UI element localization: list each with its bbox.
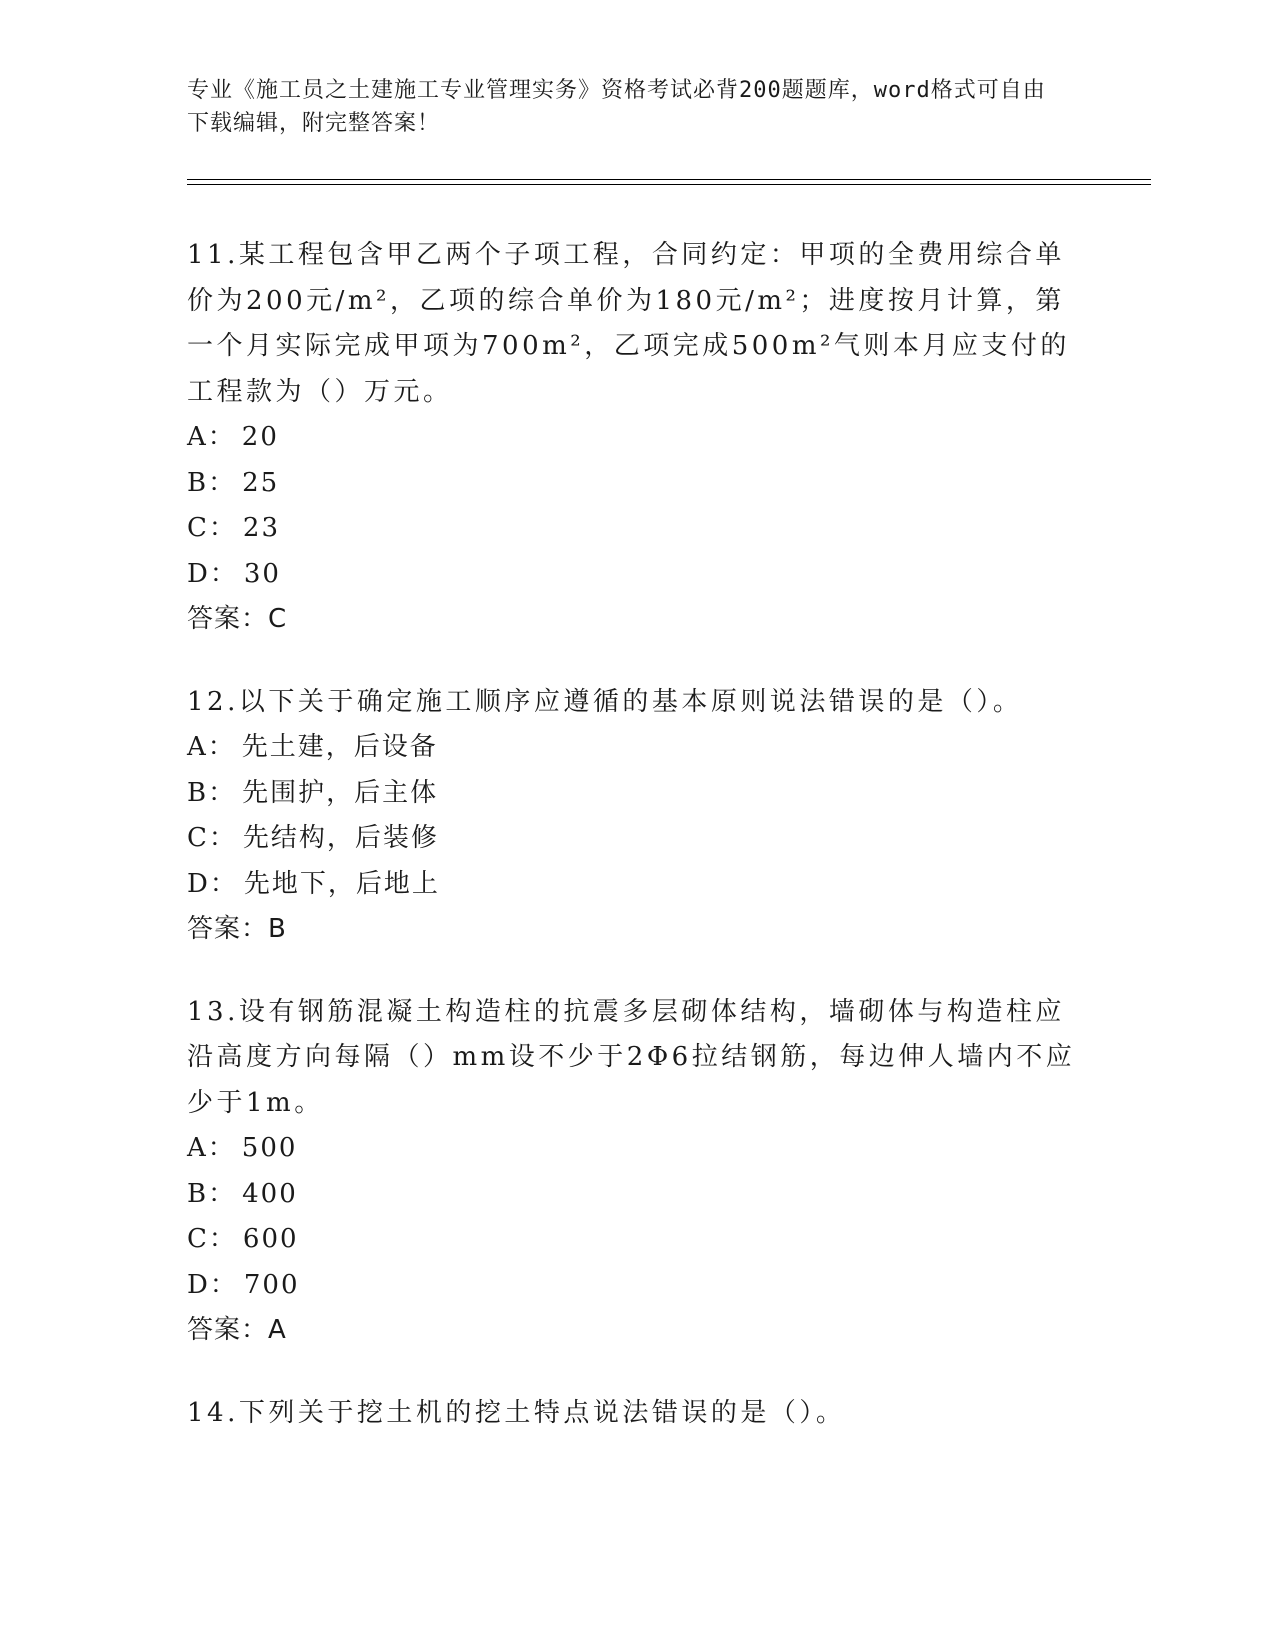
option-d — [187, 552, 1087, 598]
option-key: D — [187, 868, 210, 899]
option-key: B — [187, 467, 209, 498]
option-separator: ： — [209, 558, 238, 589]
option-text: 600 — [242, 1224, 299, 1254]
question-stem: 12.以下关于确定施工顺序应遵循的基本原则说法错误的是（）。 — [187, 686, 1023, 717]
option-key: B — [187, 777, 209, 808]
option-a — [187, 725, 1087, 771]
option-separator: ： — [207, 422, 236, 452]
option-text: 20 — [241, 422, 279, 452]
option-b — [187, 771, 1087, 817]
option-text: 先结构，后装修 — [242, 823, 439, 853]
option-separator: ： — [208, 823, 237, 853]
option-c — [187, 506, 1087, 552]
option-separator: ： — [208, 777, 237, 808]
question-11 — [187, 233, 1087, 643]
header-divider-bottom — [187, 184, 1151, 185]
option-key: D — [187, 558, 210, 589]
option-text: 400 — [242, 1178, 298, 1209]
question-stem: 11.某工程包含甲乙两个子项工程，合同约定：甲项的全费用综合单价为200元/m²，乙项的综合单价为180元/m²；进度按月计算，第一个月实际完成甲项为700m²，乙项完成500m²气则本月应支付的工程款为（）万元。 — [187, 240, 1070, 407]
option-b — [187, 461, 1087, 507]
option-text: 先土建，后设备 — [241, 732, 438, 762]
option-text: 先围护，后主体 — [242, 777, 439, 808]
option-text: 700 — [243, 1269, 300, 1300]
document-header: 专业《施工员之土建施工专业管理实务》资格考试必背200题题库，word格式可自由下载编辑，附完整答案！ — [187, 78, 1046, 136]
answer-line: 答案：C — [187, 604, 288, 634]
option-key: C — [187, 513, 209, 543]
option-key: A — [187, 422, 208, 452]
option-d — [187, 1263, 1087, 1309]
question-list — [187, 233, 1087, 1436]
question-13 — [187, 990, 1087, 1354]
answer-line: 答案：B — [187, 914, 287, 944]
option-a — [187, 415, 1087, 461]
option-text: 500 — [241, 1133, 298, 1163]
question-stem: 14.下列关于挖土机的挖土特点说法错误的是（）。 — [187, 1397, 846, 1428]
option-a — [187, 1126, 1087, 1172]
question-stem: 13.设有钢筋混凝土构造柱的抗震多层砌体结构，墙砌体与构造柱应沿高度方向每隔（）mm设不少于2Φ6拉结钢筋，每边伸人墙内不应少于1m。 — [187, 996, 1076, 1118]
option-separator: ： — [209, 1269, 238, 1300]
option-separator: ： — [207, 1133, 236, 1163]
option-key: A — [187, 1133, 208, 1163]
option-key: C — [187, 823, 209, 853]
answer-line: 答案：A — [187, 1315, 287, 1345]
option-text: 30 — [243, 558, 281, 589]
option-separator: ： — [208, 1178, 237, 1209]
option-text: 先地下，后地上 — [243, 868, 440, 899]
option-d — [187, 862, 1087, 908]
option-key: C — [187, 1224, 209, 1254]
option-separator: ： — [208, 1224, 237, 1254]
option-c — [187, 816, 1087, 862]
option-key: B — [187, 1178, 209, 1209]
option-b — [187, 1172, 1087, 1218]
option-separator: ： — [208, 513, 237, 543]
question-14 — [187, 1391, 1087, 1437]
question-12 — [187, 680, 1087, 953]
option-separator: ： — [207, 732, 236, 762]
option-separator: ： — [209, 868, 238, 899]
option-text: 23 — [242, 513, 281, 543]
option-separator: ： — [208, 467, 237, 498]
option-c — [187, 1217, 1087, 1263]
option-key: A — [187, 732, 208, 762]
option-text: 25 — [242, 467, 280, 498]
option-key: D — [187, 1269, 210, 1300]
header-divider-top — [187, 179, 1151, 180]
